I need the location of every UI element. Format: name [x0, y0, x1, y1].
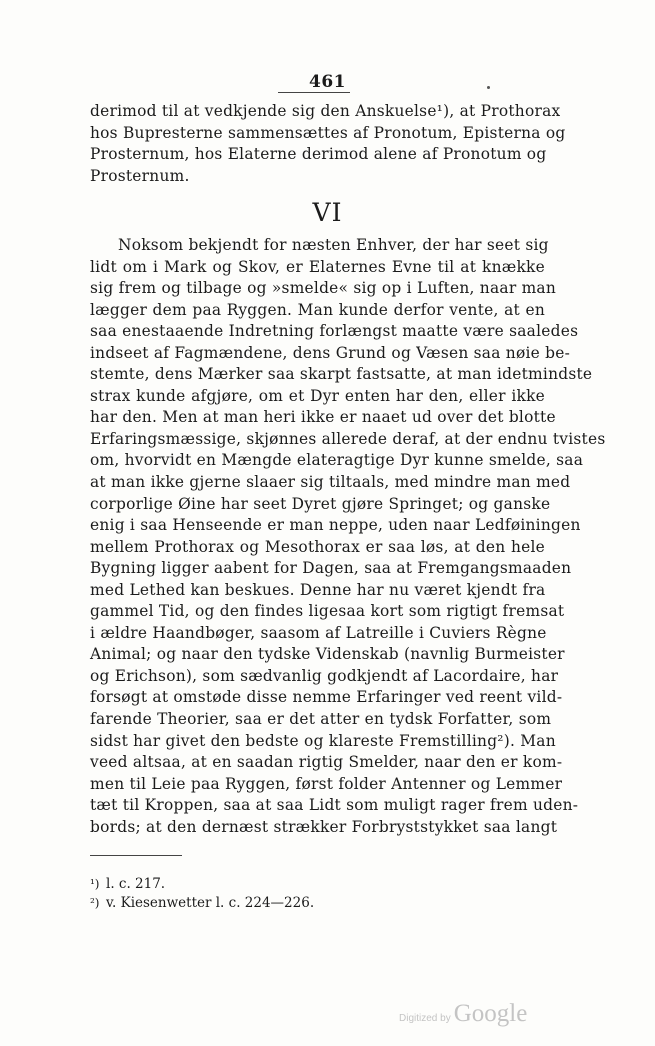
text-line: bords; at den dernæst strækker Forbryststykket saa langt	[90, 817, 558, 836]
text-line: Prosternum.	[90, 166, 190, 185]
watermark-brand: Google	[453, 1000, 528, 1027]
text-line: strax kunde afgjøre, om et Dyr enten har den, eller ikke	[90, 386, 545, 405]
footnote-text: v. Kiesenwetter l. c. 224—226.	[106, 895, 315, 911]
text-line: saa enestaaende Indretning forlængst maatte være saaledes	[90, 322, 579, 341]
text-line: i ældre Haandbøger, saasom af Latreille i Cuviers Règne	[90, 623, 547, 642]
text-line: enig i saa Henseende er man neppe, uden naar Ledføiningen	[90, 516, 581, 535]
text-line: lægger dem paa Ryggen. Man kunde derfor vente, at en	[90, 300, 545, 319]
text-line: tæt til Kroppen, saa at saa Lidt som muligt rager frem uden-	[90, 796, 579, 815]
text-line: lidt om i Mark og Skov, er Elaternes Evne til at knække	[90, 257, 545, 276]
text-line: veed altsaa, at en saadan rigtig Smelder, naar den er kom-	[90, 753, 563, 772]
text-line: har den. Men at man heri ikke er naaet ud over det blotte	[90, 408, 556, 427]
text-line: Erfaringsmæssige, skjønnes allerede deraf, at der endnu tvistes	[90, 429, 606, 448]
text-line: Prosternum, hos Elaterne derimod alene af Pronotum og	[90, 145, 547, 164]
text-line: sig frem og tilbage og »smelde« sig op i Luften, naar man	[90, 279, 557, 298]
text-line: derimod til at vedkjende sig den Anskuelse¹), at Prothorax	[90, 102, 561, 120]
text-line: forsøgt at omstøde disse nemme Erfaringer ved reent vild-	[90, 688, 563, 707]
footnote	[90, 875, 314, 894]
text-line: hos Bupresterne sammensættes af Pronotum, Episterna og	[90, 123, 566, 142]
text-line: indseet af Fagmændene, dens Grund og Væsen saa nøie be-	[90, 343, 571, 362]
footnotes	[90, 875, 314, 913]
text-line: gammel Tid, og den findes ligesaa kort som rigtigt fremsat	[90, 602, 565, 621]
footnote-mark: ²)	[90, 896, 100, 910]
text-line: Animal; og naar den tydske Videnskab (navnlig Burmeister	[90, 645, 565, 664]
text-line: farende Theorier, saa er det atter en tydsk Forfatter, som	[90, 710, 552, 729]
text-line: mellem Prothorax og Mesothorax er saa løs, at den hele	[90, 537, 545, 556]
text-line: men til Leie paa Ryggen, først folder Antenner og Lemmer	[90, 774, 563, 793]
text-line: om, hvorvidt en Mængde elateragtige Dyr kunne smelde, saa	[90, 451, 584, 470]
text-line: corporlige Øine har seet Dyret gjøre Springet; og ganske	[90, 494, 551, 513]
text-line: at man ikke gjerne slaaer sig tiltaals, med mindre man med	[90, 473, 571, 492]
footnote-rule	[90, 855, 182, 856]
text-line: stemte, dens Mærker saa skarpt fastsatte, at man idetmindste	[90, 365, 593, 384]
digitization-watermark	[399, 1000, 527, 1028]
footnote-text: l. c. 217.	[106, 876, 166, 892]
page-number-rule	[278, 92, 350, 93]
text-line: sidst har givet den bedste og klareste Fremstilling²). Man	[90, 731, 556, 750]
text-line: og Erichson), som sædvanlig godkjendt af Lacordaire, har	[90, 666, 559, 685]
footnote	[90, 894, 314, 913]
text-line: Noksom bekjendt for næsten Enhver, der har seet sig	[118, 236, 549, 254]
text-line: med Lethed kan beskues. Denne har nu været kjendt fra	[90, 580, 546, 599]
footnote-mark: ¹)	[90, 877, 100, 891]
watermark-prefix: Digitized by	[399, 1013, 451, 1024]
print-speck	[487, 86, 490, 89]
main-paragraph	[90, 235, 606, 838]
page-number: 461	[309, 72, 346, 92]
section-heading: VI	[312, 198, 343, 227]
text-line: Bygning ligger aabent for Dagen, saa at Fremgangsmaaden	[90, 559, 572, 578]
continuation-paragraph	[90, 101, 566, 187]
